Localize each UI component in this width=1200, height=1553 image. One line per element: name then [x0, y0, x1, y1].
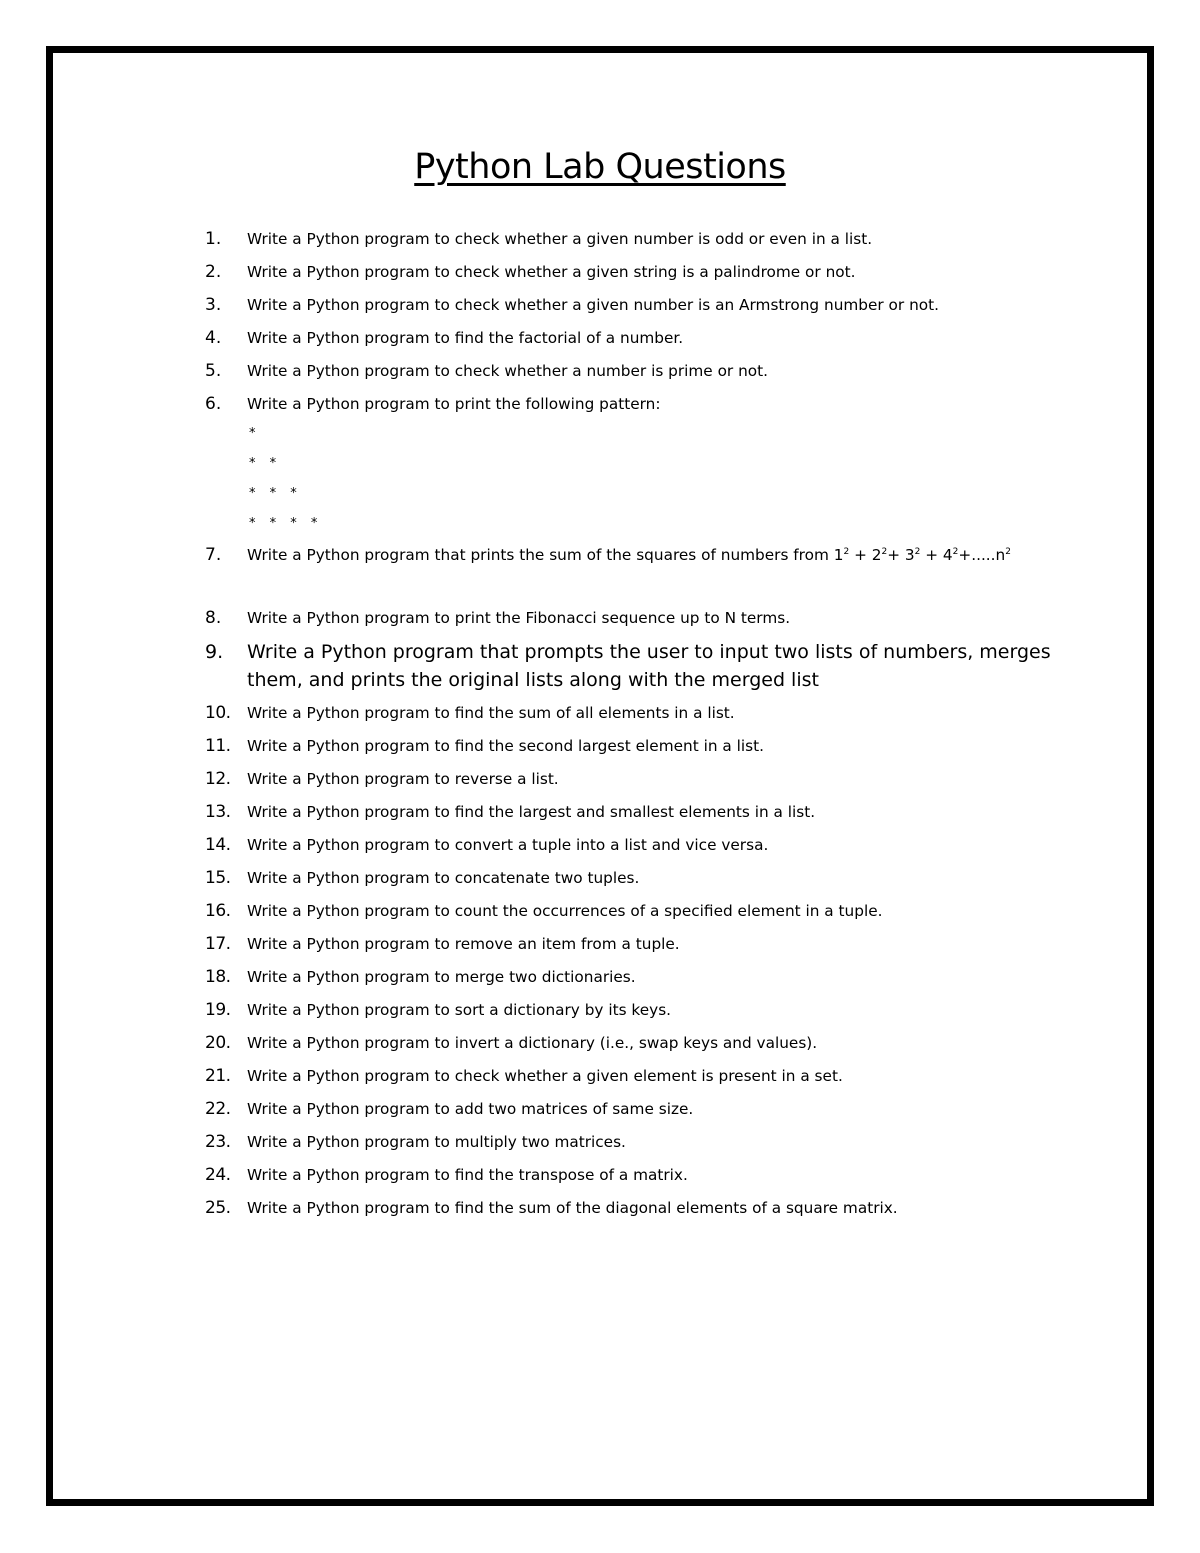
question-item — [205, 796, 1085, 829]
question-number: 14. — [205, 835, 231, 855]
question-item — [205, 763, 1085, 796]
question-item — [205, 540, 1085, 602]
question-text: Write a Python program to remove an item from a tuple. — [247, 935, 680, 953]
question-item — [205, 355, 1085, 388]
question-number: 20. — [205, 1033, 231, 1053]
question-number: 19. — [205, 1000, 231, 1020]
question-number: 13. — [205, 802, 231, 822]
question-item — [205, 1093, 1085, 1126]
question-number: 1. — [205, 229, 222, 249]
question-item — [205, 1027, 1085, 1060]
question-number: 18. — [205, 967, 231, 987]
question-number: 8. — [205, 608, 222, 628]
question-item — [205, 322, 1085, 355]
question-number: 25. — [205, 1198, 231, 1218]
question-item — [205, 829, 1085, 862]
pattern-row: * * * — [249, 486, 302, 501]
question-number: 10. — [205, 703, 231, 723]
question-text: Write a Python program to find the transpose of a matrix. — [247, 1166, 688, 1184]
question-text: Write a Python program to check whether a given element is present in a set. — [247, 1067, 843, 1085]
question-item — [205, 730, 1085, 763]
question-number: 23. — [205, 1132, 231, 1152]
question-text: Write a Python program to invert a dictionary (i.e., swap keys and values). — [247, 1034, 818, 1052]
pattern-row: * * * * — [249, 516, 323, 531]
question-number: 3. — [205, 295, 222, 315]
question-number: 15. — [205, 868, 231, 888]
question-text: Write a Python program to check whether a given string is a palindrome or not. — [247, 263, 856, 281]
question-item — [205, 895, 1085, 928]
question-text: Write a Python program to sort a dictionary by its keys. — [247, 1001, 672, 1019]
question-item — [205, 928, 1085, 961]
question-number: 6. — [205, 394, 222, 414]
question-item — [205, 1126, 1085, 1159]
question-text: Write a Python program to count the occurrences of a specified element in a tuple. — [247, 902, 883, 920]
question-text: Write a Python program to convert a tuple into a list and vice versa. — [247, 836, 769, 854]
question-text: Write a Python program to concatenate two tuples. — [247, 869, 640, 887]
question-item — [205, 635, 1085, 697]
question-number: 16. — [205, 901, 231, 921]
question-number: 2. — [205, 262, 222, 282]
question-number: 7. — [205, 545, 222, 565]
question-text: Write a Python program to find the largest and smallest elements in a list. — [247, 803, 816, 821]
question-number: 11. — [205, 736, 231, 756]
question-number: 17. — [205, 934, 231, 954]
question-text: Write a Python program to print the Fibonacci sequence up to N terms. — [247, 609, 791, 627]
question-item — [205, 256, 1085, 289]
star-pattern — [247, 419, 1085, 539]
question-number: 22. — [205, 1099, 231, 1119]
question-item — [205, 388, 1085, 540]
question-text: Write a Python program to check whether a given number is an Armstrong number or not. — [247, 296, 939, 314]
pattern-row: * — [249, 426, 261, 441]
question-number: 9. — [205, 641, 224, 663]
question-text: Write a Python program to find the sum of the diagonal elements of a square matrix. — [247, 1199, 898, 1217]
question-text: Write a Python program that prompts the user to input two lists of numbers, merges them, and prints the original lists along with the merged list — [247, 641, 1051, 691]
question-text: Write a Python program to check whether a given number is odd or even in a list. — [247, 230, 873, 248]
question-number: 24. — [205, 1165, 231, 1185]
question-item — [205, 994, 1085, 1027]
pattern-row: * * — [249, 456, 282, 471]
question-text: Write a Python program to reverse a list. — [247, 770, 559, 788]
question-item — [205, 223, 1085, 256]
question-text: Write a Python program to add two matrices of same size. — [247, 1100, 694, 1118]
question-text: Write a Python program to check whether a number is prime or not. — [247, 362, 768, 380]
document-title: Python Lab Questions — [414, 147, 786, 187]
question-item — [205, 1060, 1085, 1093]
question-number: 21. — [205, 1066, 231, 1086]
question-text: Write a Python program to merge two dictionaries. — [247, 968, 636, 986]
question-item — [205, 862, 1085, 895]
question-list — [205, 223, 1085, 1225]
question-item — [205, 1159, 1085, 1192]
question-item — [205, 961, 1085, 994]
question-number: 5. — [205, 361, 222, 381]
question-text: Write a Python program to find the sum of all elements in a list. — [247, 704, 735, 722]
question-text: Write a Python program to multiply two matrices. — [247, 1133, 626, 1151]
question-text: Write a Python program that prints the sum of the squares of numbers from $1^2 + 2^2+ 3^2 + 4^2+.....n^2$ — [247, 546, 1011, 564]
question-text: Write a Python program to find the factorial of a number. — [247, 329, 684, 347]
question-item — [205, 289, 1085, 322]
question-text: Write a Python program to find the second largest element in a list. — [247, 737, 764, 755]
question-number: 12. — [205, 769, 231, 789]
question-text: Write a Python program to print the following pattern: — [247, 395, 661, 413]
question-item — [205, 697, 1085, 730]
question-item — [205, 1192, 1085, 1225]
question-item — [205, 602, 1085, 635]
question-number: 4. — [205, 328, 222, 348]
